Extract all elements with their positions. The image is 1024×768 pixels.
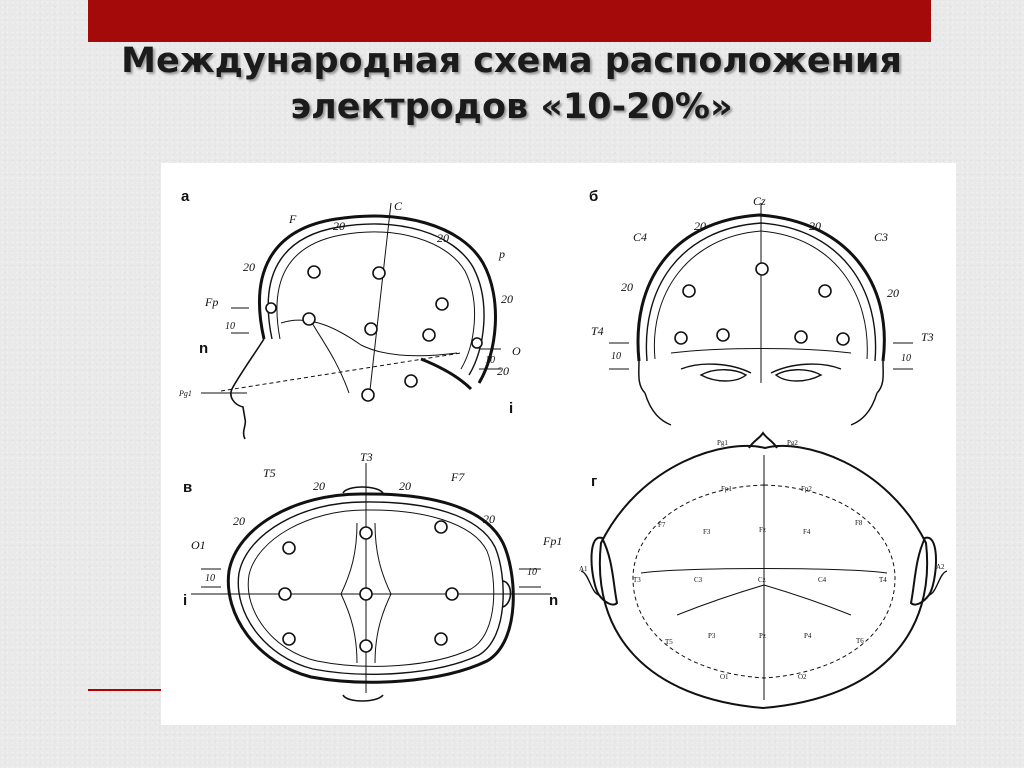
num-v-left-small: 10 [205, 573, 215, 584]
schema-fp1: Fp1 [721, 485, 732, 493]
num-v-top-right: 20 [483, 512, 495, 526]
num-b-right-small: 10 [901, 353, 911, 364]
num-b-top-right: 20 [809, 219, 821, 233]
schema-electrode-labels [579, 439, 945, 681]
schema-pz: Pz [759, 632, 766, 640]
label-t3: T3 [921, 330, 934, 344]
label-n: n [199, 340, 209, 357]
num-a-right-small: 10 [485, 355, 495, 366]
schema-pg1: Pg1 [717, 439, 728, 447]
label-f7: F7 [451, 470, 465, 484]
num-b-left-small: 10 [611, 351, 621, 362]
label-n-top: n [549, 592, 559, 609]
label-fp1: Fp1 [543, 534, 563, 548]
schema-f3: F3 [703, 528, 711, 536]
panel-v-letter: в [183, 479, 193, 496]
schema-p3: P3 [708, 632, 716, 640]
schema-t6: T6 [856, 637, 864, 645]
title-line-1: Международная схема расположения [121, 41, 902, 81]
schema-t3: T3 [633, 576, 641, 584]
num-a-top-left: 20 [333, 219, 345, 233]
top-accent-bar [88, 0, 931, 42]
schema-pg2: Pg2 [787, 439, 798, 447]
num-a-top-right: 20 [501, 292, 513, 306]
num-a-left-small: 10 [225, 321, 235, 332]
num-a-left: 20 [243, 260, 255, 274]
num-v-left: 20 [233, 514, 245, 528]
schema-fp2: Fp2 [801, 485, 812, 493]
num-b-left: 20 [621, 280, 633, 294]
panel-c-top-view [191, 463, 551, 701]
label-c4: C4 [633, 230, 648, 244]
schema-o2: O2 [798, 673, 807, 681]
label-f: F [289, 212, 297, 226]
panel-g-letter: г [591, 473, 598, 490]
label-t4: T4 [591, 324, 604, 338]
slide-title [90, 38, 933, 130]
electrode-diagram [161, 163, 956, 725]
num-b-top-left: 20 [694, 219, 706, 233]
num-a-top-mid: 20 [437, 231, 449, 245]
label-pg1: Pg1 [179, 389, 192, 398]
schema-fz: Fz [759, 526, 766, 534]
electrode-figure [161, 163, 956, 725]
num-b-right: 20 [887, 286, 899, 300]
label-fp: Fp [205, 295, 219, 309]
label-t5: T5 [263, 466, 276, 480]
schema-a1: A1 [579, 565, 588, 573]
num-a-right: 20 [497, 364, 509, 378]
label-i: i [509, 400, 514, 417]
schema-t5: T5 [665, 638, 673, 646]
num-v-top-left: 20 [313, 479, 325, 493]
schema-o1: O1 [720, 673, 729, 681]
panel-a-letter: а [181, 188, 190, 205]
schema-f8: F8 [855, 519, 863, 527]
accent-line [88, 689, 164, 691]
schema-f4: F4 [803, 528, 811, 536]
label-i-top: i [183, 592, 188, 609]
schema-p4: P4 [804, 632, 812, 640]
schema-a2: A2 [936, 563, 945, 571]
panel-d-schema [581, 433, 947, 708]
panel-a-side-view [201, 203, 501, 439]
schema-t4: T4 [879, 576, 887, 584]
label-o1: O1 [191, 538, 206, 552]
panel-b-front-view [609, 203, 913, 425]
label-c: C [394, 199, 403, 213]
schema-f7: F7 [658, 521, 666, 529]
label-cz: Cz [753, 194, 766, 208]
schema-c4: C4 [818, 576, 827, 584]
num-v-top-mid: 20 [399, 479, 411, 493]
schema-cz: Cz [758, 576, 766, 584]
schema-c3: C3 [694, 576, 703, 584]
label-t3-top: T3 [360, 450, 373, 464]
label-c3: C3 [874, 230, 889, 244]
panel-b-letter: б [589, 188, 599, 205]
title-line-2: электродов «10-20%» [290, 87, 733, 127]
label-p: p [499, 247, 505, 261]
num-v-right-small: 10 [527, 567, 537, 578]
label-o: O [512, 344, 521, 358]
